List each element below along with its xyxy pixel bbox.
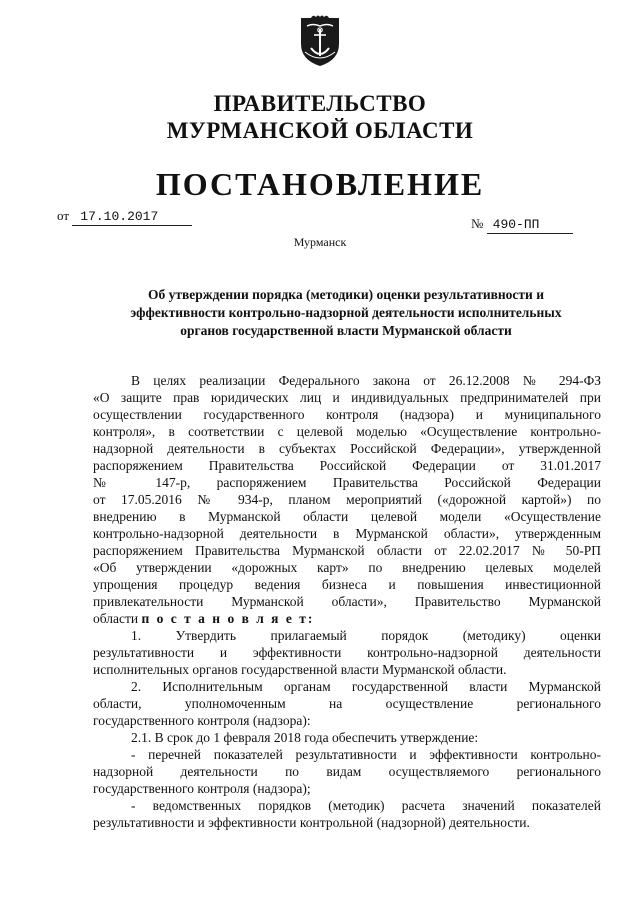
title-line: органов государственной власти Мурманской области xyxy=(180,323,512,338)
body-line: распоряжением Правительства Российской Федерации от 31.01.2017 xyxy=(93,458,601,473)
number-prefix: № xyxy=(471,216,484,231)
date-prefix: от xyxy=(57,208,70,223)
body-line: 2.1. В срок до 1 февраля 2018 года обеспечить утверждение: xyxy=(131,730,479,745)
number-field xyxy=(471,216,573,234)
date-value: 17.10.2017 xyxy=(72,209,192,226)
body-line: 2. Исполнительным органам государственной власти Мурманской xyxy=(131,679,601,694)
body-line: - перечней показателей результативности и эффективности контрольно- xyxy=(131,747,601,762)
body-line: 1. Утвердить прилагаемый порядок (методику) оценки xyxy=(131,628,601,643)
body-line: осуществлении государственного контроля (надзора) и муниципального xyxy=(93,407,601,422)
body-line: № 147-р, распоряжением Правительства Российской Федерации xyxy=(93,475,601,490)
body-line: распоряжением Правительства Мурманской области от 22.02.2017 № 50-РП xyxy=(93,543,601,558)
document-type: ПОСТАНОВЛЕНИЕ xyxy=(155,166,485,202)
body-line: В целях реализации Федерального закона от 26.12.2008 № 294-ФЗ xyxy=(131,373,601,388)
number-value: 490-ПП xyxy=(487,217,573,234)
organization-name-line2: МУРМАНСКОЙ ОБЛАСТИ xyxy=(166,118,474,143)
resolves-keyword: п о с т а н о в л я е т: xyxy=(141,611,315,626)
body-line xyxy=(93,610,601,627)
body-line: привлекательности Мурманской области», Правительство Мурманской xyxy=(93,594,601,609)
body-line: упрощения процедур ведения бизнеса и повышения инвестиционной xyxy=(93,577,601,592)
body-line: «Об утверждении «дорожных карт» по внедрению целевых моделей xyxy=(93,560,601,575)
date-field xyxy=(57,208,192,226)
organization-name-line1: ПРАВИТЕЛЬСТВО xyxy=(213,91,427,116)
body-line: надзорной деятельности по видам осуществляемого регионального xyxy=(93,764,601,779)
body-line: результативности и эффективности контрольно-надзорной деятельности xyxy=(93,645,601,660)
body-line: области, уполномоченным на осуществление регионального xyxy=(93,696,601,711)
document-body xyxy=(93,372,601,831)
title-line: эффективности контрольно-надзорной деятельности исполнительных xyxy=(130,305,562,320)
body-line: контрольно-надзорной деятельности в Мурманской области», утвержденным xyxy=(93,526,601,541)
body-line: надзорной деятельности в субъектах Российской Федерации», утвержденной xyxy=(93,441,601,456)
body-line: контроля», в соответствии с целевой моделью «Осуществление контрольно- xyxy=(93,424,601,439)
body-line: исполнительных органов государственной власти Мурманской области. xyxy=(93,662,507,677)
body-line: - ведомственных порядков (методик) расчета значений показателей xyxy=(131,798,601,813)
document-title xyxy=(96,286,596,340)
body-line: государственного контроля (надзора): xyxy=(93,713,311,728)
body-text: области xyxy=(93,611,139,626)
body-line: «О защите прав юридических лиц и индивидуальных предпринимателей при xyxy=(93,390,601,405)
title-line: Об утверждении порядка (методики) оценки результативности и xyxy=(148,287,544,302)
body-line: внедрению в Мурманской области целевой модели «Осуществление xyxy=(93,509,601,524)
coat-of-arms-icon xyxy=(299,14,341,68)
body-line: от 17.05.2016 № 934-р, планом мероприятий («дорожной картой») по xyxy=(93,492,601,507)
city: Мурманск xyxy=(293,235,347,249)
body-line: результативности и эффективности контрольной (надзорной) деятельности. xyxy=(93,815,530,830)
body-line: государственного контроля (надзора); xyxy=(93,781,311,796)
